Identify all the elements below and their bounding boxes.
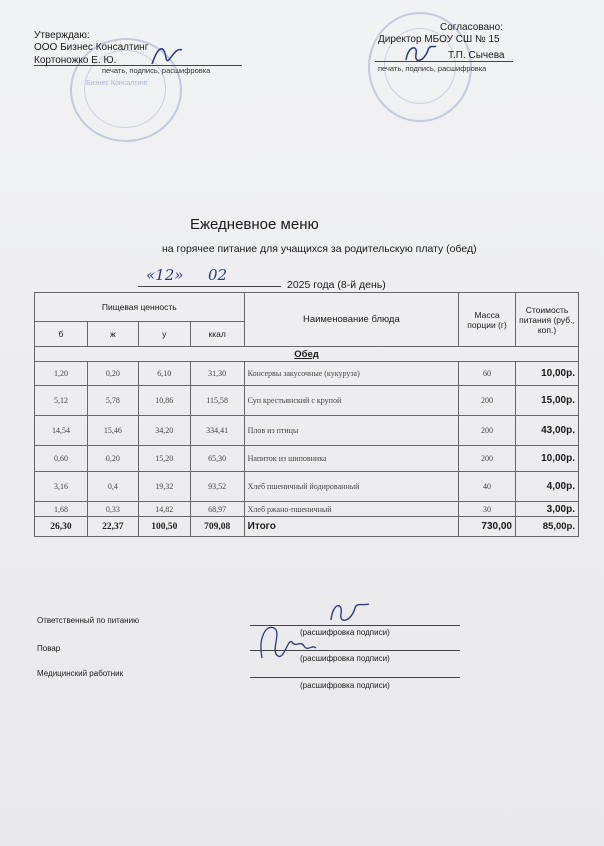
cell-kcal: 68,97 — [190, 502, 244, 517]
agreed-position: Директор МБОУ СШ № 15 — [378, 34, 500, 45]
cell-kcal: 115,58 — [190, 386, 244, 416]
total-kcal: 709,08 — [190, 517, 244, 537]
sub-header-kcal: ккал — [190, 322, 244, 347]
cell-zh: 15,46 — [87, 416, 138, 446]
sig-line-medical — [250, 677, 460, 678]
approve-org: ООО Бизнес Консалтинг — [34, 42, 149, 53]
cell-b: 1,20 — [35, 362, 88, 386]
total-row — [35, 517, 579, 537]
total-u: 100,50 — [138, 517, 190, 537]
cell-dish: Напиток из шиповника — [244, 446, 458, 472]
approve-label: Утверждаю: — [34, 30, 90, 41]
sub-header-b: б — [35, 322, 88, 347]
total-mass: 730,00 — [459, 517, 516, 537]
cell-zh: 0,20 — [87, 362, 138, 386]
cell-u: 34,20 — [138, 416, 190, 446]
agreed-label: Согласовано: — [440, 22, 503, 33]
mass-header: Масса порции (г) — [459, 293, 516, 347]
cost-header: Стоимость питания (руб., коп.) — [516, 293, 579, 347]
approve-person: Кортоножко Е. Ю. — [34, 55, 117, 66]
cell-u: 14,82 — [138, 502, 190, 517]
date-month: 02 — [208, 266, 228, 284]
sig-caption-responsible: (расшифровка подписи) — [300, 628, 390, 637]
table-row — [35, 446, 579, 472]
cell-dish: Суп крестьянский с крупой — [244, 386, 458, 416]
cell-u: 19,32 — [138, 472, 190, 502]
approve-caption: печать, подпись, расшифровка — [102, 66, 211, 75]
agreed-signature-line — [375, 61, 513, 62]
cell-mass: 60 — [459, 362, 516, 386]
menu-table — [34, 292, 579, 537]
signature-scribble-top — [325, 598, 375, 626]
cell-b: 0,60 — [35, 446, 88, 472]
agreed-person: Т.П. Сычева — [448, 50, 505, 61]
agreed-caption: печать, подпись, расшифровка — [378, 64, 487, 73]
cell-u: 15,20 — [138, 446, 190, 472]
agreed-signature — [400, 38, 440, 70]
section-title: Обед — [35, 347, 579, 362]
total-label: Итого — [244, 517, 458, 537]
cell-mass: 30 — [459, 502, 516, 517]
cell-price: 10,00р. — [516, 446, 579, 472]
table-row — [35, 502, 579, 517]
table-row — [35, 362, 579, 386]
cell-price: 43,00р. — [516, 416, 579, 446]
cell-u: 6,10 — [138, 362, 190, 386]
cell-price: 3,00р. — [516, 502, 579, 517]
cell-dish: Хлеб ржано-пшеничный — [244, 502, 458, 517]
cell-b: 14,54 — [35, 416, 88, 446]
cell-b: 3,16 — [35, 472, 88, 502]
cell-price: 10,00р. — [516, 362, 579, 386]
nutrition-header: Пищевая ценность — [35, 293, 245, 322]
page-subtitle: на горячее питание для учащихся за родительскую плату (обед) — [162, 243, 477, 255]
cell-mass: 40 — [459, 472, 516, 502]
cell-zh: 0,33 — [87, 502, 138, 517]
cell-kcal: 31,30 — [190, 362, 244, 386]
cell-kcal: 334,41 — [190, 416, 244, 446]
cell-dish: Консервы закусочные (кукуруза) — [244, 362, 458, 386]
cell-mass: 200 — [459, 446, 516, 472]
date-day: «12» — [146, 266, 184, 284]
total-zh: 22,37 — [87, 517, 138, 537]
dish-header: Наименование блюда — [244, 293, 458, 347]
cell-zh: 5,78 — [87, 386, 138, 416]
sub-header-u: у — [138, 322, 190, 347]
sig-label-cook: Повар — [37, 644, 61, 653]
table-row — [35, 472, 579, 502]
cell-b: 5,12 — [35, 386, 88, 416]
cell-mass: 200 — [459, 416, 516, 446]
cell-price: 15,00р. — [516, 386, 579, 416]
approve-signature — [148, 40, 188, 70]
cell-kcal: 93,52 — [190, 472, 244, 502]
stamp-left-text: Бизнес Консалтинг — [86, 80, 148, 87]
table-row — [35, 416, 579, 446]
sig-label-medical: Медицинский работник — [37, 669, 124, 678]
cell-price: 4,00р. — [516, 472, 579, 502]
page-title: Ежедневное меню — [190, 216, 319, 233]
cell-dish: Хлеб пшеничный йодированный — [244, 472, 458, 502]
sig-caption-cook: (расшифровка подписи) — [300, 654, 390, 663]
cell-zh: 0,4 — [87, 472, 138, 502]
cell-b: 1,68 — [35, 502, 88, 517]
cell-kcal: 65,30 — [190, 446, 244, 472]
date-year-text: 2025 года (8-й день) — [287, 279, 386, 291]
sub-header-zh: ж — [87, 322, 138, 347]
cell-mass: 200 — [459, 386, 516, 416]
date-line — [138, 286, 281, 287]
cell-dish: Плов из птицы — [244, 416, 458, 446]
total-b: 26,30 — [35, 517, 88, 537]
table-row — [35, 386, 579, 416]
sig-caption-medical: (расшифровка подписи) — [300, 681, 390, 690]
sig-label-responsible: Ответственный по питанию — [37, 616, 140, 625]
cell-u: 10,86 — [138, 386, 190, 416]
signature-scribble-cook — [252, 618, 322, 664]
cell-zh: 0,20 — [87, 446, 138, 472]
total-price: 85,00р. — [516, 517, 579, 537]
